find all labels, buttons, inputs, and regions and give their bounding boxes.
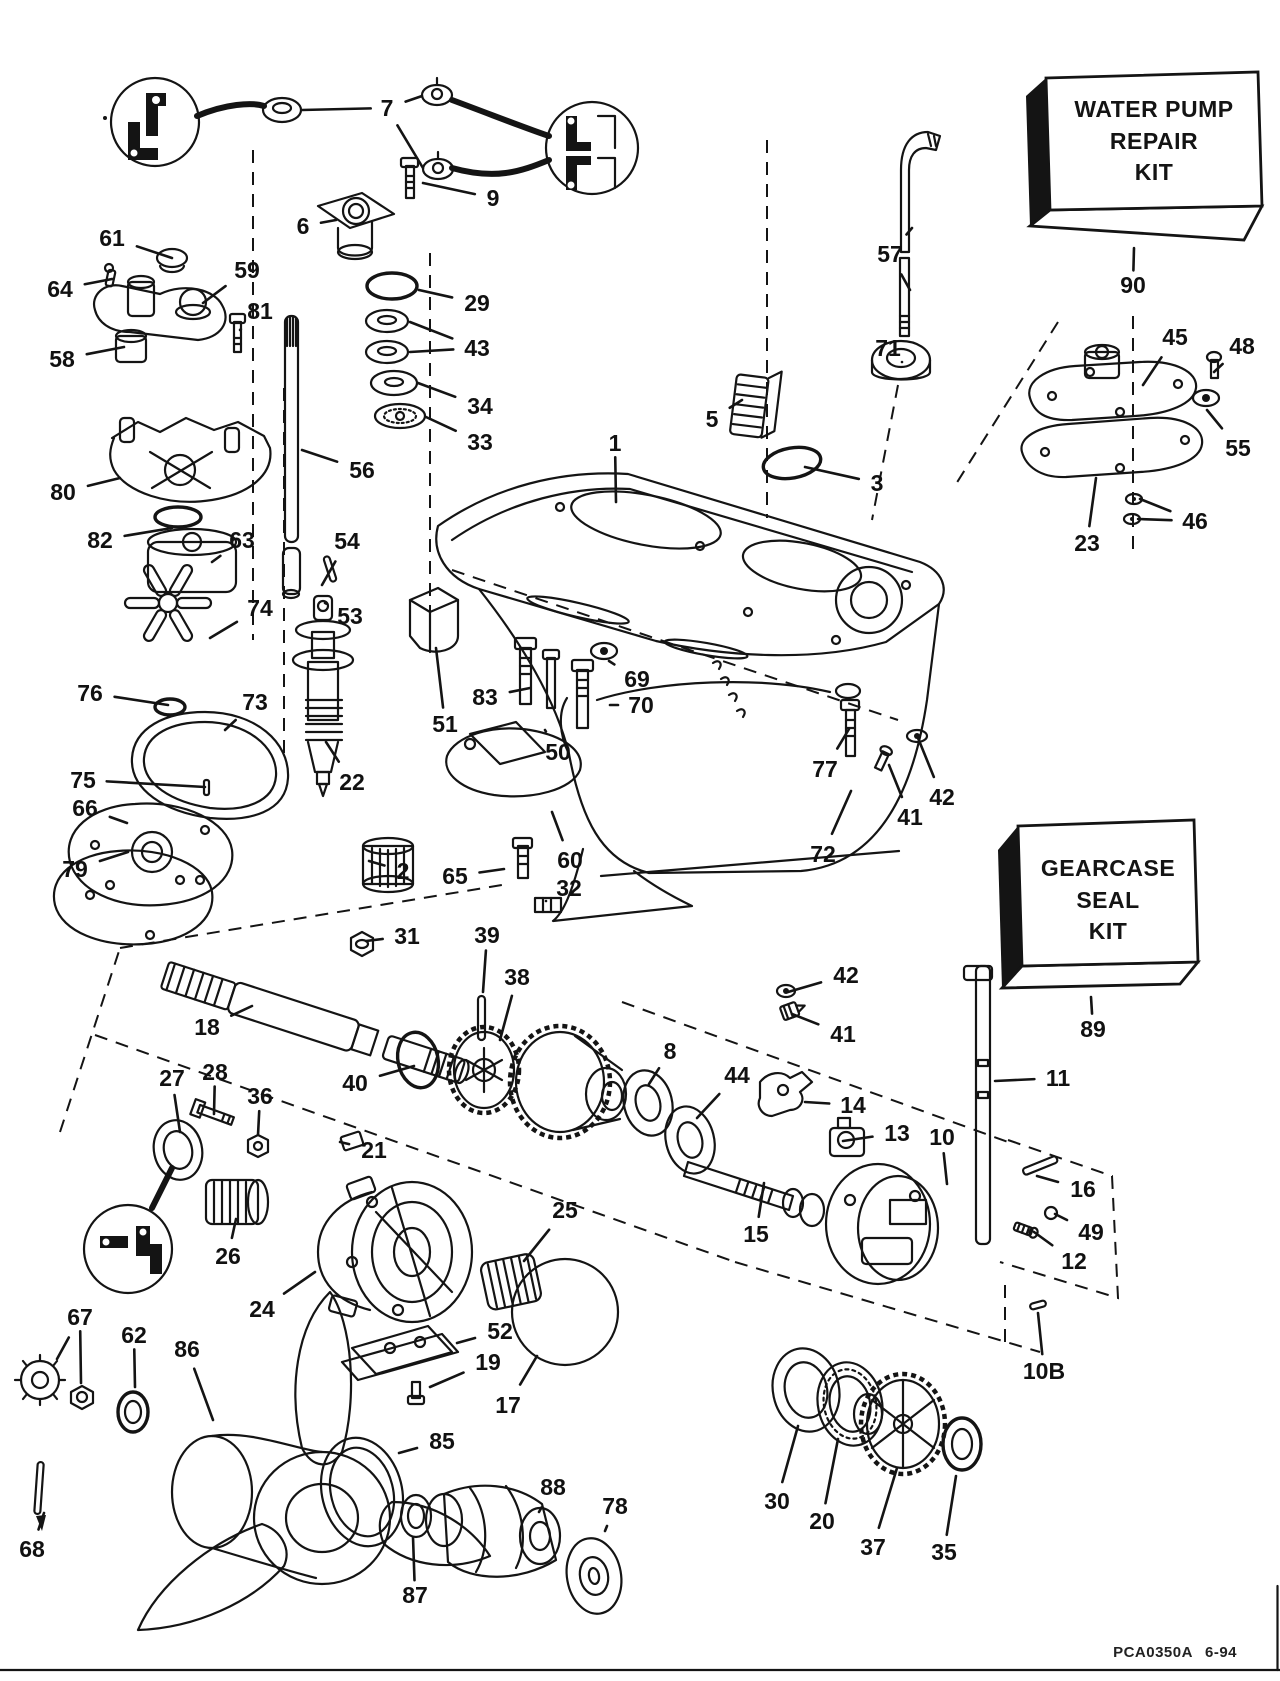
- leader-line-37: [879, 1468, 897, 1528]
- leader-line-10B: [1038, 1313, 1042, 1354]
- part-label-71: 71: [875, 335, 901, 361]
- leader-line-89: [1091, 997, 1092, 1014]
- leader-line-35: [947, 1476, 956, 1535]
- part-label-33: 33: [467, 429, 493, 455]
- leader-line-34: [418, 383, 455, 397]
- part-label-27: 27: [159, 1065, 185, 1091]
- part-label-72: 72: [810, 841, 836, 867]
- leader-line-38: [500, 996, 512, 1040]
- leader-line-36: [258, 1111, 259, 1135]
- gearcase-kit-line-1: GEARCASE: [1040, 855, 1176, 881]
- water-pump-kit-line-1: WATER PUMP: [1074, 96, 1234, 122]
- leader-line-62: [134, 1349, 135, 1387]
- part-label-10B: 10B: [1022, 1358, 1066, 1384]
- leader-line-24: [284, 1272, 315, 1294]
- part-label-90: 90: [1120, 272, 1146, 298]
- part-label-24: 24: [249, 1296, 275, 1322]
- part-label-17: 17: [495, 1392, 521, 1418]
- leader-line-58: [87, 347, 124, 354]
- part-label-31: 31: [394, 923, 420, 949]
- leader-line-85: [399, 1448, 417, 1453]
- part-label-15: 15: [743, 1221, 769, 1247]
- gearcase-housing: [436, 473, 943, 921]
- leader-line-17: [520, 1356, 537, 1385]
- part-label-20: 20: [809, 1508, 835, 1534]
- part-label-48: 48: [1229, 333, 1255, 359]
- gearcase-kit-line-2: SEAL: [1076, 887, 1140, 913]
- leader-line-43: [410, 322, 452, 338]
- leader-line-74: [210, 622, 237, 638]
- alignment-dashed-lines: [60, 140, 1133, 1352]
- leader-line-31: [366, 939, 383, 941]
- part-label-42: 42: [929, 784, 955, 810]
- part-label-63: 63: [229, 527, 255, 553]
- part-label-14: 14: [840, 1092, 866, 1118]
- leader-line-42: [918, 738, 934, 777]
- part-label-59: 59: [234, 257, 260, 283]
- part-label-16: 16: [1070, 1176, 1096, 1202]
- propeller-assembly: [15, 1292, 627, 1630]
- part-label-81: 81: [247, 298, 273, 324]
- part-label-44: 44: [724, 1062, 750, 1088]
- part-label-25: 25: [552, 1197, 578, 1223]
- part-label-42: 42: [833, 962, 859, 988]
- part-label-82: 82: [87, 527, 113, 553]
- water-pump-repair-kit-box: [1026, 72, 1262, 240]
- part-label-29: 29: [464, 290, 490, 316]
- leader-line-69: [609, 661, 614, 664]
- leader-line-64: [85, 279, 112, 284]
- leader-line-28: [214, 1087, 215, 1114]
- part-label-52: 52: [487, 1318, 513, 1344]
- leader-line-43: [410, 349, 453, 352]
- part-label-68: 68: [19, 1536, 45, 1562]
- part-label-45: 45: [1162, 324, 1188, 350]
- part-label-77: 77: [812, 756, 838, 782]
- part-label-53: 53: [337, 603, 363, 629]
- leader-line-19: [430, 1373, 464, 1387]
- part-label-38: 38: [504, 964, 530, 990]
- leader-line-1: [615, 457, 616, 502]
- leader-line-86: [194, 1369, 213, 1420]
- leader-line-87: [413, 1537, 414, 1580]
- part-label-18: 18: [194, 1014, 220, 1040]
- part-label-8: 8: [663, 1038, 677, 1064]
- page-frame: [0, 1586, 1280, 1670]
- footer-revision-date: 6-94: [1204, 1644, 1238, 1661]
- part-label-35: 35: [931, 1539, 957, 1565]
- part-label-85: 85: [429, 1428, 455, 1454]
- leader-line-67: [57, 1337, 69, 1359]
- part-label-39: 39: [474, 922, 500, 948]
- part-label-76: 76: [77, 680, 103, 706]
- part-label-7: 7: [380, 95, 394, 121]
- footer-part-code: PCA0350A: [1113, 1644, 1193, 1661]
- leader-line-52: [457, 1338, 475, 1343]
- leader-line-46: [1140, 499, 1170, 511]
- leader-line-44: [697, 1094, 719, 1118]
- leader-line-67: [80, 1331, 81, 1383]
- lower-gear-train: [148, 960, 721, 1224]
- part-label-32: 32: [556, 875, 582, 901]
- part-label-19: 19: [475, 1349, 501, 1375]
- part-label-78: 78: [602, 1493, 628, 1519]
- leader-line-13: [843, 1137, 872, 1141]
- part-label-37: 37: [860, 1534, 886, 1560]
- part-label-41: 41: [830, 1021, 856, 1047]
- leader-line-10: [944, 1153, 947, 1184]
- part-label-67: 67: [67, 1304, 93, 1330]
- part-label-80: 80: [50, 479, 76, 505]
- part-label-57: 57: [877, 241, 903, 267]
- seal-detail-bottom-left-icon: [84, 1168, 172, 1293]
- part-label-34: 34: [467, 393, 493, 419]
- leader-line-90: [1133, 248, 1134, 270]
- part-label-56: 56: [349, 457, 375, 483]
- leader-line-56: [302, 450, 337, 462]
- part-label-43: 43: [464, 335, 490, 361]
- part-label-10: 10: [929, 1124, 955, 1150]
- part-label-65: 65: [442, 863, 468, 889]
- leader-line-7: [406, 96, 422, 102]
- leader-line-63: [212, 556, 220, 562]
- part-label-6: 6: [296, 213, 310, 239]
- part-label-54: 54: [334, 528, 360, 554]
- leader-line-59: [203, 286, 226, 303]
- part-label-73: 73: [242, 689, 268, 715]
- leader-line-41: [889, 765, 902, 797]
- leader-line-11: [995, 1079, 1034, 1081]
- part-label-75: 75: [70, 767, 96, 793]
- gearcase-kit-line-3: KIT: [1088, 918, 1128, 944]
- leader-line-23: [1089, 478, 1096, 526]
- part-label-61: 61: [99, 225, 125, 251]
- leader-line-80: [88, 478, 120, 486]
- part-label-23: 23: [1074, 530, 1100, 556]
- leader-line-40: [380, 1066, 414, 1076]
- part-label-70: 70: [628, 692, 654, 718]
- leader-line-78: [605, 1526, 607, 1531]
- part-label-86: 86: [174, 1336, 200, 1362]
- leader-line-55: [1207, 410, 1222, 428]
- part-label-3: 3: [870, 470, 884, 496]
- part-label-55: 55: [1225, 435, 1251, 461]
- part-label-30: 30: [764, 1488, 790, 1514]
- part-label-12: 12: [1061, 1248, 1087, 1274]
- leader-line-18: [231, 1006, 252, 1016]
- rear-gear-row: [765, 1342, 981, 1474]
- leader-line-12: [1034, 1232, 1052, 1245]
- part-label-50: 50: [545, 739, 571, 765]
- leader-line-9: [423, 183, 475, 194]
- leader-line-7: [302, 108, 371, 110]
- part-label-21: 21: [361, 1137, 387, 1163]
- part-label-22: 22: [339, 769, 365, 795]
- part-label-69: 69: [624, 666, 650, 692]
- seal-detail-top-left-icon: [111, 78, 264, 166]
- gearcase-seal-kit-box: [998, 820, 1198, 988]
- part-label-2: 2: [396, 858, 410, 884]
- part-label-87: 87: [402, 1582, 428, 1608]
- part-label-40: 40: [342, 1070, 368, 1096]
- leader-line-65: [480, 869, 505, 873]
- leader-line-20: [825, 1439, 838, 1503]
- leader-line-33: [426, 417, 456, 431]
- seal-detail-top-right-icon: [452, 100, 638, 194]
- leader-line-27: [175, 1095, 180, 1132]
- part-label-41: 41: [897, 804, 923, 830]
- leader-line-30: [782, 1426, 798, 1482]
- part-label-66: 66: [72, 795, 98, 821]
- part-label-60: 60: [557, 847, 583, 873]
- part-label-74: 74: [247, 595, 273, 621]
- leader-line-50: [545, 730, 546, 732]
- leader-line-53: [325, 603, 326, 604]
- leader-line-6: [321, 220, 336, 223]
- part-label-11: 11: [1045, 1065, 1071, 1091]
- part-label-88: 88: [540, 1474, 566, 1500]
- part-label-62: 62: [121, 1322, 147, 1348]
- part-label-1: 1: [608, 430, 622, 456]
- part-label-26: 26: [215, 1243, 241, 1269]
- leader-line-46: [1138, 519, 1172, 520]
- leader-line-60: [552, 812, 563, 840]
- part-label-58: 58: [49, 346, 75, 372]
- leader-line-66: [110, 817, 127, 823]
- part-label-28: 28: [202, 1059, 228, 1085]
- leader-line-14: [805, 1102, 829, 1104]
- part-label-5: 5: [705, 406, 719, 432]
- leader-line-41: [792, 1014, 818, 1024]
- leader-line-51: [436, 648, 443, 708]
- part-label-83: 83: [472, 684, 498, 710]
- part-label-89: 89: [1080, 1016, 1106, 1042]
- part-label-46: 46: [1182, 508, 1208, 534]
- part-label-36: 36: [247, 1083, 273, 1109]
- part-label-64: 64: [47, 276, 73, 302]
- water-pump-kit-line-2: REPAIR: [1109, 128, 1199, 154]
- leader-line-72: [832, 791, 851, 834]
- leader-line-16: [1037, 1176, 1058, 1182]
- leader-line-25: [524, 1230, 549, 1261]
- part-label-79: 79: [62, 856, 88, 882]
- leader-line-39: [483, 951, 486, 992]
- part-label-9: 9: [486, 185, 500, 211]
- water-pump-kit-line-3: KIT: [1134, 159, 1174, 185]
- leader-line-77: [837, 729, 849, 749]
- leader-line-26: [232, 1219, 236, 1238]
- part-label-51: 51: [432, 711, 458, 737]
- leader-line-81: [240, 329, 241, 330]
- part-label-49: 49: [1078, 1219, 1104, 1245]
- leader-line-61: [137, 246, 172, 258]
- leader-line-3: [805, 467, 859, 479]
- part-label-13: 13: [884, 1120, 910, 1146]
- leader-line-29: [419, 290, 452, 297]
